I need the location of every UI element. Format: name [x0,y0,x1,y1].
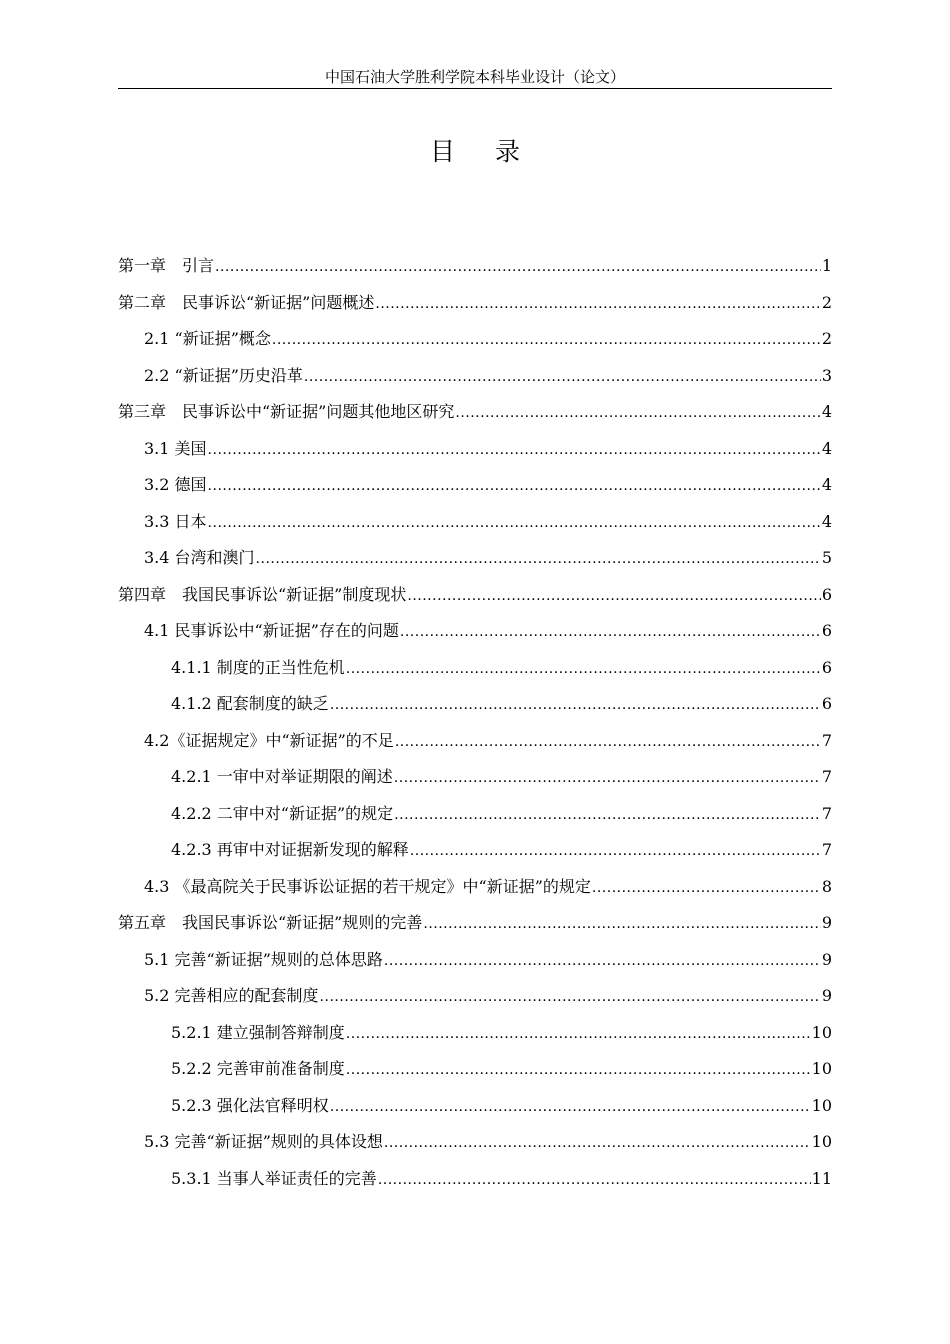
toc-page-number: 4 [821,511,832,531]
toc-page-number: 2 [821,292,832,312]
toc-entry-text: 3.3 日本 [144,511,207,531]
toc-page-number: 9 [821,949,832,969]
toc-dot-leader [208,504,821,542]
toc-entry[interactable] [118,650,832,687]
toc-entry-text: 3.2 德国 [144,475,207,494]
toc-entry-text: 4.1 民事诉讼中“新证据”存在的问题 [144,621,399,640]
toc-entry-text: 5.2.2 完善审前准备制度 [171,1059,345,1078]
toc-dot-leader [592,869,821,907]
toc-entry[interactable] [118,869,832,906]
toc-entry-text: 5.2.3 强化法官释明权 [171,1095,329,1115]
toc-page-number: 7 [821,803,832,823]
toc-dot-leader [208,431,821,469]
toc-page-number: 7 [821,840,832,859]
toc-dot-leader [320,978,821,1016]
toc-entry-text: 第三章 民事诉讼中“新证据”问题其他地区研究 [118,402,455,421]
toc-entry-text: 2.2 “新证据”历史沿革 [144,365,303,385]
toc-dot-leader [395,723,821,761]
toc-dot-leader [272,321,821,359]
toc-entry[interactable] [118,759,832,796]
toc-entry-text: 第一章 引言 [118,256,215,275]
toc-dot-leader [346,1015,811,1053]
toc-page-number: 11 [811,1168,832,1188]
toc-dot-leader [330,686,821,724]
toc-dot-leader [378,1161,811,1199]
toc-entry[interactable] [118,686,832,723]
toc-entry[interactable] [118,723,832,760]
toc-entry[interactable] [118,1015,832,1052]
toc-page-number: 6 [821,621,832,640]
toc-page-number: 2 [821,329,832,348]
toc-page-number: 10 [811,1059,832,1078]
toc-entry-text: 4.2.1 一审中对举证期限的阐述 [171,767,393,786]
toc-entry-text: 5.3 完善“新证据”规则的具体设想 [144,1132,383,1151]
toc-page-number: 1 [821,256,832,275]
toc-entry[interactable] [118,613,832,650]
toc-entry-text: 5.1 完善“新证据”规则的总体思路 [144,949,383,969]
toc-page-number: 9 [821,986,832,1005]
toc-entry[interactable] [118,905,832,942]
toc-entry[interactable] [118,394,832,431]
toc-entry[interactable] [118,321,832,358]
running-header: 中国石油大学胜利学院本科毕业设计（论文） [324,68,625,86]
toc-title: 目录 [429,137,560,166]
toc-entry-text: 4.2.2 二审中对“新证据”的规定 [171,803,394,823]
toc-page-number: 5 [821,548,832,567]
toc-entry-text: 3.4 台湾和澳门 [144,548,255,567]
toc-page-number: 8 [821,876,832,896]
toc-page-number: 10 [811,1132,832,1151]
toc-dot-leader [375,285,820,323]
toc-dot-leader [410,832,821,870]
toc-entry[interactable] [118,978,832,1015]
toc-page-number: 6 [821,694,832,713]
toc-entry[interactable] [118,504,832,541]
toc-page-number: 4 [821,438,832,458]
toc-entry[interactable] [118,832,832,869]
toc-dot-leader [384,1124,811,1162]
toc-entry[interactable] [118,285,832,322]
toc-entry-text: 5.3.1 当事人举证责任的完善 [171,1168,377,1188]
toc-entry[interactable] [118,358,832,395]
toc-entry-text: 第五章 我国民事诉讼“新证据”规则的完善 [118,913,423,932]
toc-dot-leader [330,1088,811,1126]
toc-entry[interactable] [118,248,832,285]
toc-entry-text: 第四章 我国民事诉讼“新证据”制度现状 [118,584,407,604]
toc-dot-leader [256,540,821,578]
toc-page-number: 3 [821,365,832,385]
header-rule [118,88,832,89]
toc-entry-text: 2.1 “新证据”概念 [144,329,271,348]
toc-page-number: 6 [821,584,832,604]
toc-page-number: 10 [811,1022,832,1042]
toc-dot-leader [215,248,821,286]
toc-page-number: 7 [821,730,832,750]
toc-entry-text: 4.2.3 再审中对证据新发现的解释 [171,840,409,859]
toc-entry-text: 5.2.1 建立强制答辩制度 [171,1022,345,1042]
toc-entry-text: 4.1.1 制度的正当性危机 [171,657,345,677]
toc-dot-leader [346,1051,811,1089]
toc-dot-leader [455,394,820,432]
toc-entry[interactable] [118,431,832,468]
toc-dot-leader [384,942,821,980]
toc-entry-text: 4.2《证据规定》中“新证据”的不足 [144,730,394,750]
toc-dot-leader [304,358,821,396]
toc-dot-leader [346,650,821,688]
toc-page-number: 4 [821,475,832,494]
toc-dot-leader [407,577,820,615]
table-of-contents [118,248,832,1197]
toc-page-number: 6 [821,657,832,677]
toc-entry-text: 4.1.2 配套制度的缺乏 [171,694,329,713]
toc-entry-text: 5.2 完善相应的配套制度 [144,986,319,1005]
toc-page-number: 9 [821,913,832,932]
toc-entry[interactable] [118,942,832,979]
toc-entry[interactable] [118,1161,832,1198]
toc-entry-text: 3.1 美国 [144,438,207,458]
toc-dot-leader [394,796,821,834]
toc-entry[interactable] [118,1051,832,1088]
toc-entry[interactable] [118,796,832,833]
toc-entry[interactable] [118,1088,832,1125]
toc-dot-leader [423,905,820,943]
toc-page-number: 4 [821,402,832,421]
toc-dot-leader [208,467,821,505]
toc-entry[interactable] [118,540,832,577]
toc-entry-text: 4.3 《最高院关于民事诉讼证据的若干规定》中“新证据”的规定 [144,876,591,896]
toc-entry[interactable] [118,467,832,504]
toc-entry-text: 第二章 民事诉讼“新证据”问题概述 [118,292,375,312]
toc-entry[interactable] [118,1124,832,1161]
toc-page-number: 7 [821,767,832,786]
toc-page-number: 10 [811,1095,832,1115]
toc-entry[interactable] [118,577,832,614]
toc-dot-leader [400,613,821,651]
toc-dot-leader [394,759,821,797]
